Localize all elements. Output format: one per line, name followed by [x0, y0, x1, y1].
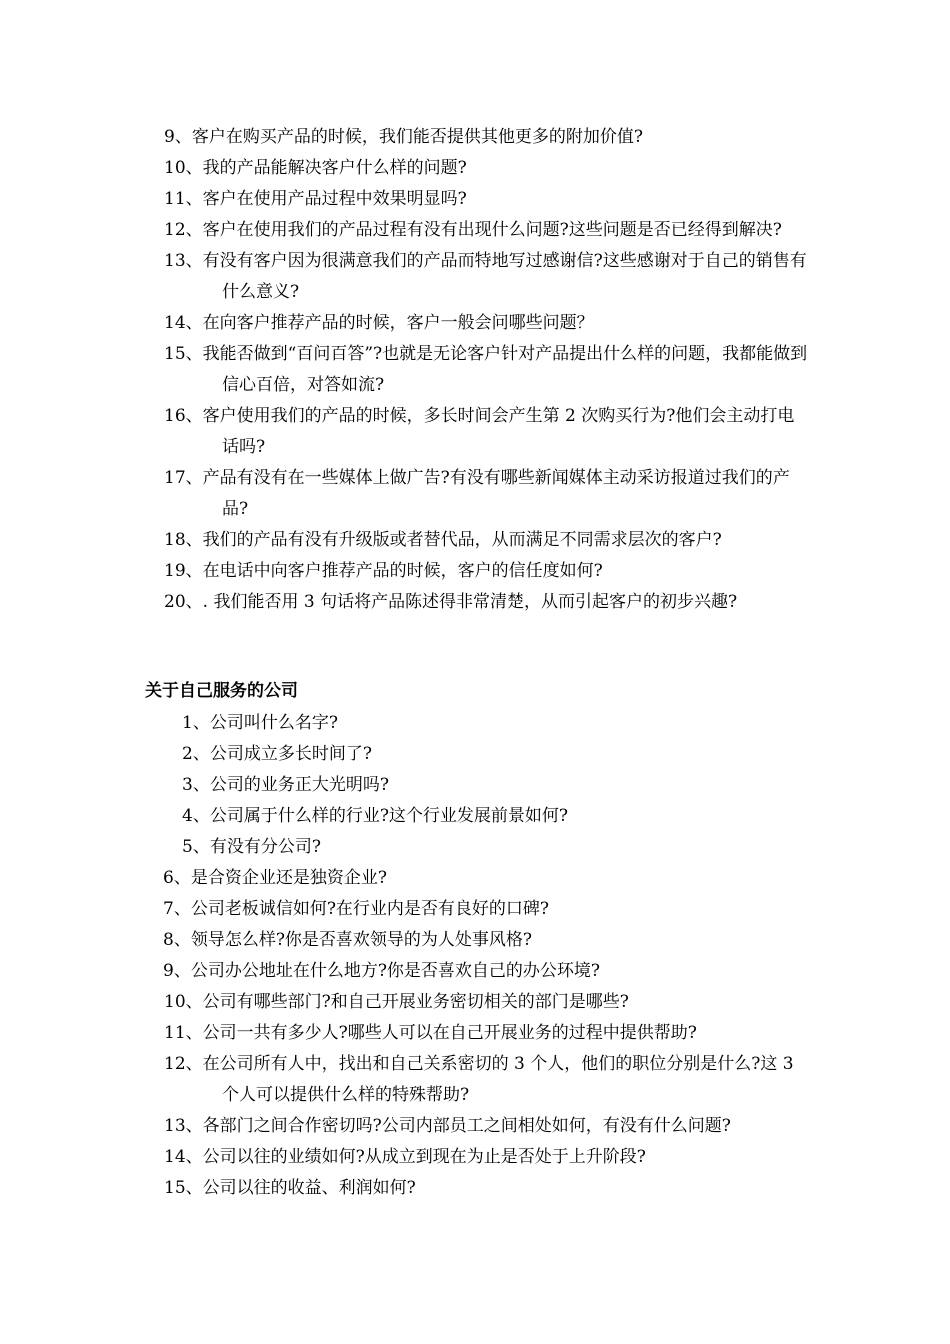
list-item: 1、公司叫什么名字?: [182, 713, 338, 733]
list-item: 12、客户在使用我们的产品过程有没有出现什么问题?这些问题是否已经得到解决?: [164, 220, 782, 240]
list-item: 9、公司办公地址在什么地方?你是否喜欢自己的办公环境?: [163, 961, 601, 981]
list-item: 15、公司以往的收益、利润如何?: [164, 1178, 416, 1198]
section-heading: 关于自己服务的公司: [145, 681, 298, 701]
list-item: 9、客户在购买产品的时候，我们能否提供其他更多的附加价值?: [164, 127, 643, 147]
list-item: 13、有没有客户因为很满意我们的产品而特地写过感谢信?这些感谢对于自己的销售有什么意义?: [164, 251, 807, 302]
list-item: 11、客户在使用产品过程中效果明显吗?: [164, 189, 467, 209]
list-item: 16、客户使用我们的产品的时候，多长时间会产生第 2 次购买行为?他们会主动打电话吗?: [164, 406, 795, 457]
list-item: 12、在公司所有人中，找出和自己关系密切的 3 个人，他们的职位分别是什么?这 3 个人可以提供什么样的特殊帮助?: [164, 1054, 794, 1105]
list-item: 10、公司有哪些部门?和自己开展业务密切相关的部门是哪些?: [164, 992, 629, 1012]
list-item: 17、产品有没有在一些媒体上做广告?有没有哪些新闻媒体主动采访报道过我们的产品?: [164, 468, 790, 519]
list-item: 20、. 我们能否用 3 句话将产品陈述得非常清楚，从而引起客户的初步兴趣?: [164, 592, 738, 612]
product-question-list: [0, 122, 950, 618]
list-item: 3、公司的业务正大光明吗?: [182, 775, 389, 795]
list-item: 14、公司以往的业绩如何?从成立到现在为止是否处于上升阶段?: [164, 1147, 646, 1167]
list-item: 4、公司属于什么样的行业?这个行业发展前景如何?: [182, 806, 569, 826]
list-item: 8、领导怎么样?你是否喜欢领导的为人处事风格?: [163, 930, 533, 950]
list-item: 14、在向客户推荐产品的时候，客户一般会问哪些问题？: [164, 313, 594, 333]
list-item: 7、公司老板诚信如何?在行业内是否有良好的口碑?: [163, 899, 550, 919]
company-question-list: [0, 708, 950, 1204]
list-item: 15、我能否做到“百问百答”?也就是无论客户针对产品提出什么样的问题，我都能做到信心百倍，对答如流?: [164, 344, 808, 395]
list-item: 2、公司成立多长时间了?: [182, 744, 372, 764]
list-item: 11、公司一共有多少人?哪些人可以在自己开展业务的过程中提供帮助?: [164, 1023, 697, 1043]
list-item: 5、有没有分公司?: [182, 837, 321, 857]
list-item: 19、在电话中向客户推荐产品的时候，客户的信任度如何?: [164, 561, 603, 581]
list-item: 6、是合资企业还是独资企业?: [163, 868, 387, 888]
list-item: 18、我们的产品有没有升级版或者替代品，从而满足不同需求层次的客户?: [164, 530, 722, 550]
list-item: 10、我的产品能解决客户什么样的问题?: [164, 158, 467, 178]
list-item: 13、各部门之间合作密切吗?公司内部员工之间相处如何，有没有什么问题?: [164, 1116, 731, 1136]
